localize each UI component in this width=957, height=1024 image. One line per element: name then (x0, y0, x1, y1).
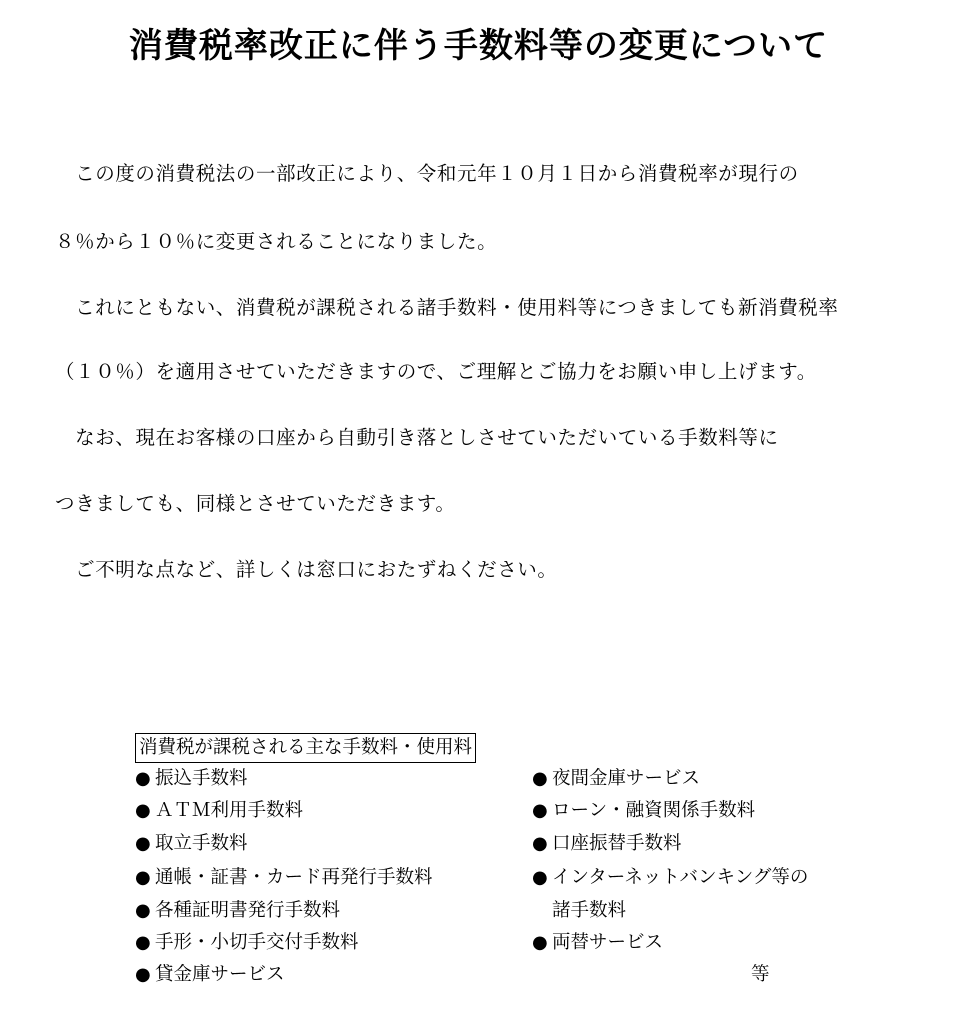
paragraph-line: なお、現在お客様の口座から自動引き落としさせていただいている手数料等に (55, 426, 779, 449)
list-item-continuation: 諸手数料 (552, 900, 627, 921)
bullet-icon: ● (135, 964, 151, 985)
list-item (135, 765, 248, 793)
bullet-icon: ● (532, 932, 548, 953)
paragraph-line: つきましても、同様とさせていただきます。 (55, 492, 456, 515)
paragraph-line: ご不明な点など、詳しくは窓口におたずねください。 (55, 558, 558, 581)
list-item-label: ＡＴＭ利用手数料 (155, 800, 304, 821)
list-item (532, 929, 663, 957)
list-suffix: 等 (751, 964, 770, 985)
list-item (135, 830, 248, 858)
list-item-label: 貸金庫サービス (155, 964, 285, 985)
fee-list-heading: 消費税が課税される主な手数料・使用料 (135, 733, 476, 763)
list-item-label: 夜間金庫サービス (552, 768, 701, 789)
list-item (135, 864, 433, 892)
page-title: 消費税率改正に伴う手数料等の変更について (128, 26, 829, 66)
paragraph-line: （１０％）を適用させていただきますので、ご理解とご協力をお願い申し上げます。 (55, 360, 817, 383)
list-item (532, 765, 700, 793)
bullet-icon: ● (532, 867, 548, 888)
list-item-label: ローン・融資関係手数料 (552, 800, 756, 821)
list-item-label: 両替サービス (552, 932, 664, 953)
list-item (135, 897, 340, 925)
list-item (135, 797, 303, 825)
bullet-icon: ● (135, 800, 151, 821)
bullet-icon: ● (532, 833, 548, 854)
list-item (532, 864, 808, 892)
list-item (135, 961, 285, 989)
bullet-icon: ● (135, 867, 151, 888)
bullet-icon: ● (135, 833, 151, 854)
paragraph-line: ８％から１０％に変更されることになりました。 (55, 230, 498, 253)
list-item-label: 手形・小切手交付手数料 (155, 932, 359, 953)
bullet-icon: ● (135, 900, 151, 921)
list-item (532, 830, 682, 858)
bullet-icon: ● (532, 768, 548, 789)
list-item-label: 各種証明書発行手数料 (155, 900, 341, 921)
list-item-label: 振込手数料 (155, 768, 248, 789)
paragraph-line: これにともない、消費税が課税される諸手数料・使用料等につきましても新消費税率 (55, 296, 839, 319)
bullet-icon: ● (532, 800, 548, 821)
list-item-label: 取立手数料 (155, 833, 248, 854)
list-item-label: 通帳・証書・カード再発行手数料 (155, 867, 433, 888)
bullet-icon: ● (135, 932, 151, 953)
list-item-label: インターネットバンキング等の (552, 867, 809, 888)
list-item (532, 797, 755, 825)
bullet-icon: ● (135, 768, 151, 789)
paragraph-line: この度の消費税法の一部改正により、令和元年１０月１日から消費税率が現行の (55, 162, 799, 185)
list-item-label: 口座振替手数料 (552, 833, 682, 854)
list-item (135, 929, 359, 957)
